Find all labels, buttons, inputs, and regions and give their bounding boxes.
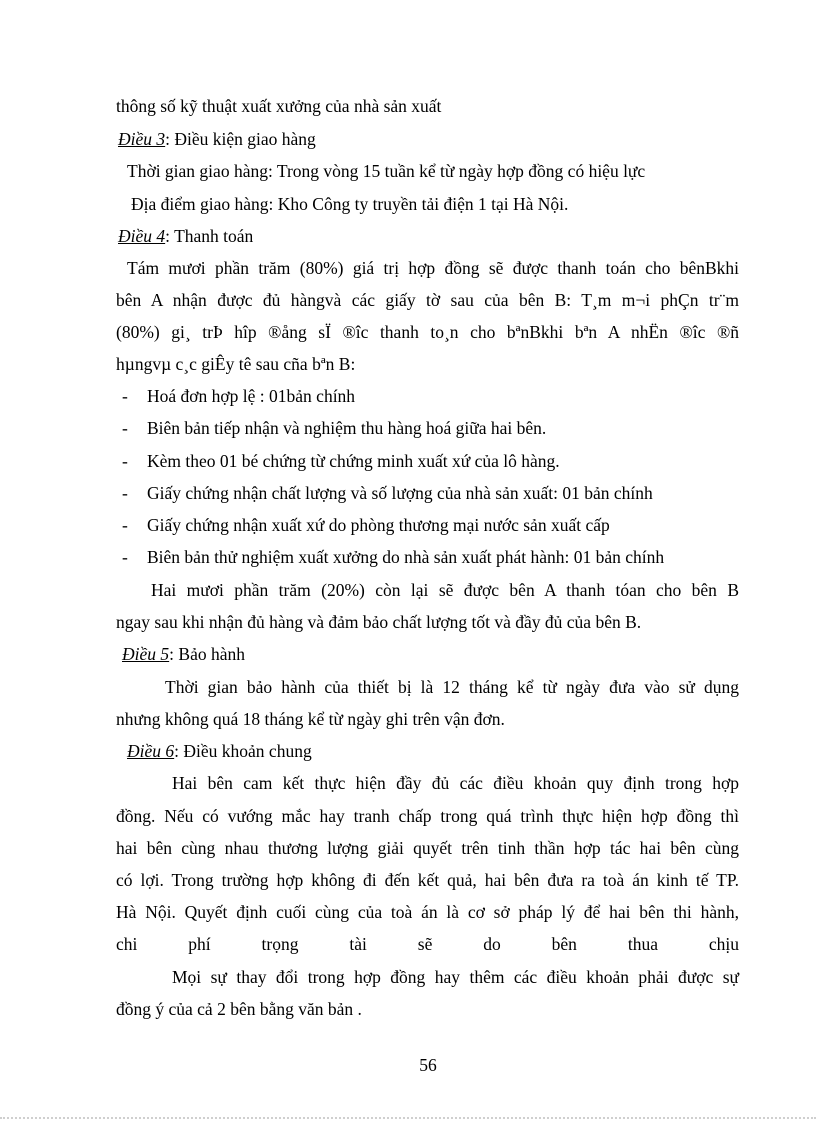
paragraph-line: chi phí trọng tài sẽ do bên thua chịu xyxy=(116,934,739,954)
page-edge-rule xyxy=(0,1117,816,1119)
article-5-title: : Bảo hành xyxy=(169,644,245,664)
list-item: Hoá đơn hợp lệ : 01bản chính xyxy=(147,386,356,406)
list-item: Biên bản thử nghiệm xuất xưởng do nhà sản xuất phát hành: 01 bản chính xyxy=(147,547,665,567)
paragraph-line: Hai mươi phần trăm (20%) còn lại sẽ được bên A thanh tóan cho bên B xyxy=(151,580,739,600)
delivery-time: Thời gian giao hàng: Trong vòng 15 tuần kể từ ngày hợp đồng có hiệu lực xyxy=(127,161,646,181)
article-5-heading xyxy=(122,642,245,666)
article-4-heading xyxy=(118,224,253,248)
list-item: Giấy chứng nhận chất lượng và số lượng của nhà sản xuất: 01 bản chính xyxy=(147,483,653,503)
paragraph-line: Hai bên cam kết thực hiện đầy đủ các điều khoản quy định trong hợp xyxy=(172,773,739,793)
paragraph-line: Thời gian bảo hành của thiết bị là 12 tháng kể từ ngày đưa vào sử dụng xyxy=(165,677,739,697)
article-5-label: Điều 5 xyxy=(122,644,170,664)
payment-line: bên A nhận được đủ hàngvà các giấy tờ sau của bên B: T¸m m¬i phÇn tr¨m xyxy=(116,290,739,310)
list-bullet: - xyxy=(122,451,128,471)
paragraph-line: nhưng không quá 18 tháng kể từ ngày ghi trên vận đơn. xyxy=(116,709,505,729)
paragraph-line: đồng. Nếu có vướng mắc hay tranh chấp trong quá trình thực hiện hợp đồng thì xyxy=(116,806,739,826)
article-3-label: Điều 3 xyxy=(118,129,166,149)
payment-line: (80%) gi¸ trÞ hîp ®ång sÏ ®îc thanh to¸n cho bªnBkhi bªn A nhËn ®îc ®ñ xyxy=(116,322,739,342)
list-item: Giấy chứng nhận xuất xứ do phòng thương mại nước sản xuất cấp xyxy=(147,515,610,535)
list-bullet: - xyxy=(122,547,128,567)
article-3-heading xyxy=(118,127,316,151)
text-line: thông số kỹ thuật xuất xưởng của nhà sản xuất xyxy=(116,96,442,116)
paragraph-line: hai bên cùng nhau thương lượng giải quyết trên tinh thần hợp tác hai bên cùng xyxy=(116,838,739,858)
article-6-heading xyxy=(127,739,312,763)
list-item: Kèm theo 01 bé chứng từ chứng minh xuất xứ của lô hàng. xyxy=(147,451,560,471)
article-6-label: Điều 6 xyxy=(127,741,175,761)
article-3-title: : Điều kiện giao hàng xyxy=(165,129,316,149)
payment-line: Tám mươi phần trăm (80%) giá trị hợp đồng sẽ được thanh toán cho bênBkhi xyxy=(127,258,739,278)
article-4-title: : Thanh toán xyxy=(165,226,254,246)
paragraph-line: có lợi. Trong trường hợp không đi đến kết quả, hai bên đưa ra toà án kinh tế TP. xyxy=(116,870,739,890)
payment-line: hµngvµ c¸c giÊy tê sau cña bªn B: xyxy=(116,354,356,374)
list-bullet: - xyxy=(122,386,128,406)
list-bullet: - xyxy=(122,483,128,503)
list-item: Biên bản tiếp nhận và nghiệm thu hàng hoá giữa hai bên. xyxy=(147,418,547,438)
article-4-label: Điều 4 xyxy=(118,226,166,246)
list-bullet: - xyxy=(122,515,128,535)
paragraph-line: Mọi sự thay đổi trong hợp đồng hay thêm các điều khoản phải được sự xyxy=(172,967,739,987)
paragraph-line: Hà Nội. Quyết định cuối cùng của toà án là cơ sở pháp lý để hai bên thi hành, xyxy=(116,902,739,922)
article-6-title: : Điều khoản chung xyxy=(174,741,312,761)
delivery-place: Địa điểm giao hàng: Kho Công ty truyền tải điện 1 tại Hà Nội. xyxy=(131,194,569,214)
paragraph-line: đồng ý của cả 2 bên bằng văn bản . xyxy=(116,999,362,1019)
list-bullet: - xyxy=(122,418,128,438)
paragraph-line: ngay sau khi nhận đủ hàng và đảm bảo chất lượng tốt và đầy đủ của bên B. xyxy=(116,612,642,632)
page-number: 56 xyxy=(419,1055,437,1075)
